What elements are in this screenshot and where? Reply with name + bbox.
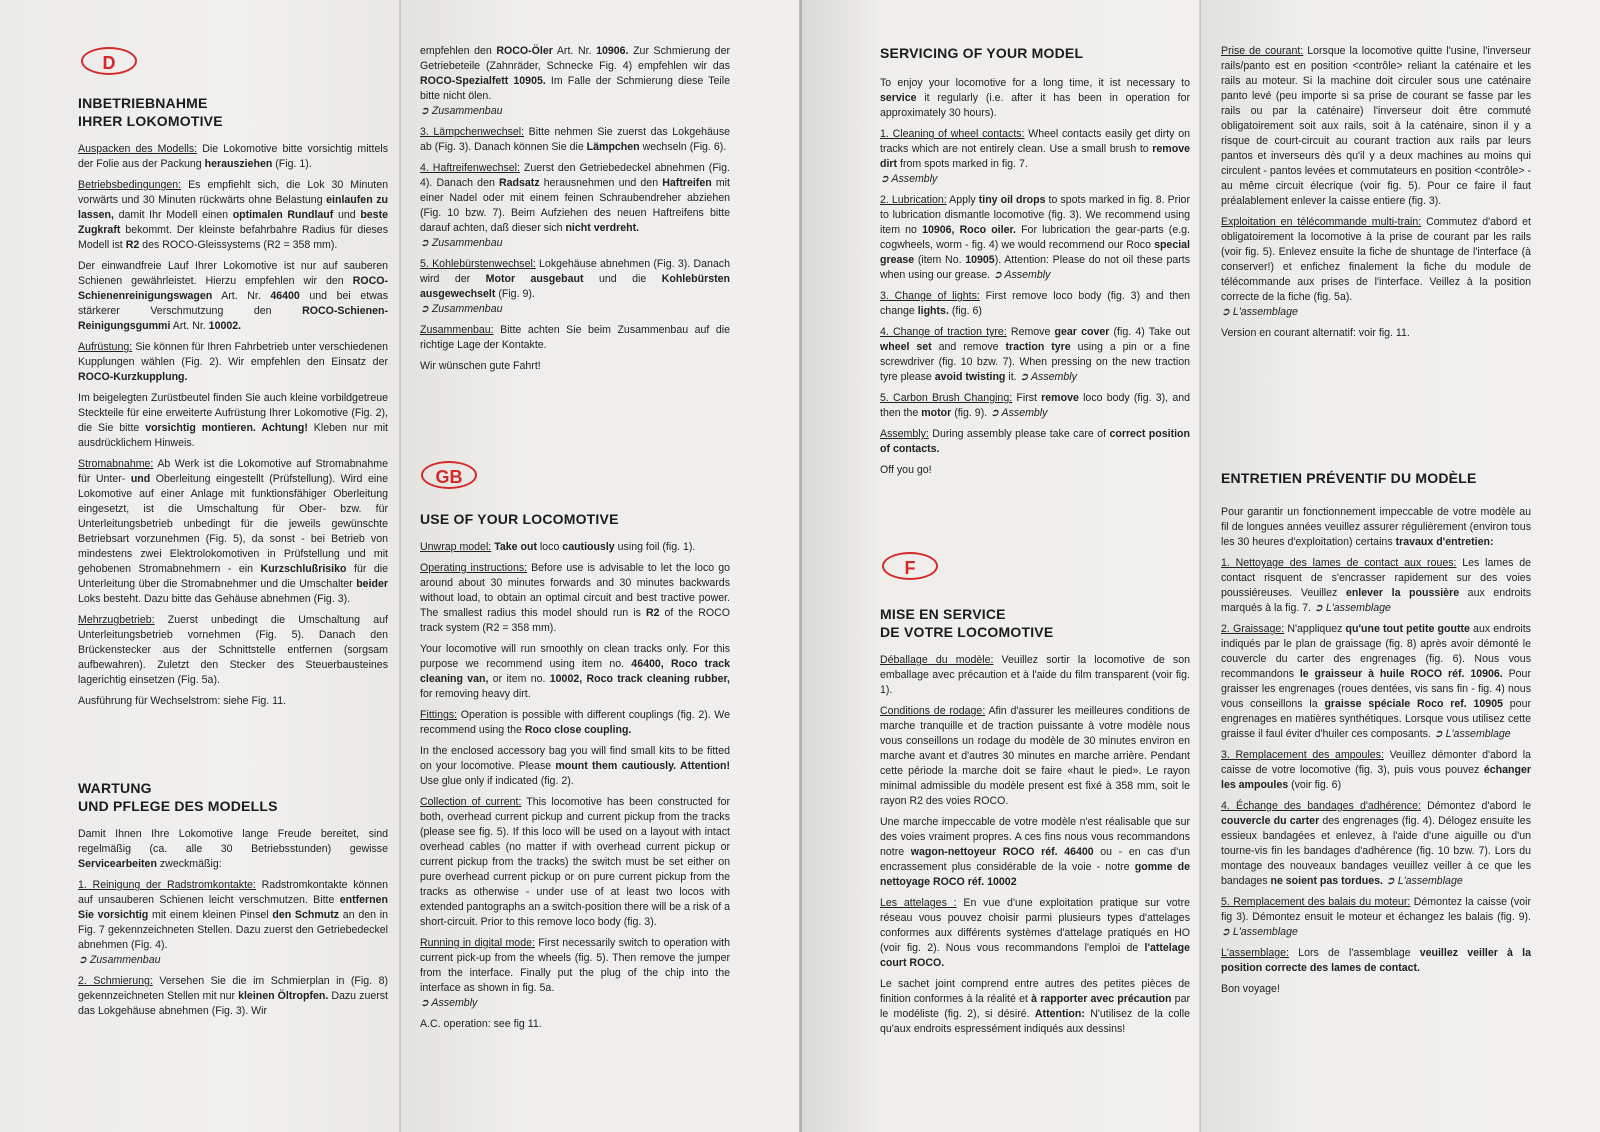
paragraph: Off you go!: [880, 464, 932, 476]
paragraph: 1. Nettoyage des lames de contact aux roues: Les lames de contact risquent de s'encrasser rapidement sur des voies poussiéreuses. Veuillez enlever la poussière aux endroits marqués à la fig. 7. ➲ L'assemblage: [1221, 557, 1532, 614]
paragraph: Stromabnahme: Ab Werk ist die Lokomotive auf Stromabnahme für Unter- und Oberleitung eingestellt (Prüfstellung). Wird eine Lokomotive auf einer Anlage mit funktionsfähiger Oberleitung eingesetzt, ist die Umschaltung für Ober- bzw. für Unterleitungsbetrieb unbedingt für die jeweils gewünschte Betriebsart vorzunehmen (Fig. 5), da sonst - bei Betrieb von mindestens zwei Elektrolokomotiven in Prüfstellung und mit gehobenen Stromabnehmern - ein Kurzschlußrisiko für die Unterleitung über die Stromabnehmer und die Umschalter beider Loks besteht. Dazu bitte das Gehäuse abnehmen (Fig. 3).: [78, 458, 389, 605]
fold-line: [799, 0, 802, 1132]
paragraph: Les attelages : En vue d'une exploitation pratique sur votre réseau vous pouvez choisir parmi plusieurs types d'attelages conformes aux différents systèmes d'attelage pratiqués en HO (voir fig. 2). Nous vous recommandons l'emploi de l'attelage court ROCO.: [880, 897, 1190, 969]
paragraph: 4. Change of traction tyre: Remove gear cover (fig. 4) Take out wheel set and remove traction tyre using a pin or a fine screwdriver (fig. 10 bzw. 7). When pressing on the new traction tyre please avoid twisting it. ➲ Assembly: [880, 326, 1190, 383]
section-heading: DE VOTRE LOCOMOTIVE: [880, 624, 1054, 640]
paragraph: A.C. operation: see fig 11.: [420, 1018, 542, 1030]
assembly-reference: ➲ Zusammenbau: [420, 303, 503, 315]
paragraph: 5. Carbon Brush Changing: First remove loco body (fig. 3), and then the motor (fig. 9). ➲ Assembly: [880, 392, 1190, 419]
assembly-reference: ➲ Assembly: [990, 407, 1048, 419]
section-heading: ENTRETIEN PRÉVENTIF DU MODÈLE: [1221, 470, 1477, 486]
paragraph: Ausführung für Wechselstrom: siehe Fig. 11.: [78, 695, 287, 707]
gb-column-1: [420, 510, 730, 1038]
paragraph: Assembly: During assembly please take care of correct position of contacts.: [880, 428, 1190, 455]
paragraph: 1. Cleaning of wheel contacts: Wheel contacts easily get dirty on tracks which are not entirely clean. Use a small brush to remove dirt from spots marked in fig. 7. ➲ Assembly: [880, 128, 1190, 185]
paragraph: Conditions de rodage: Afin d'assurer les meilleures conditions de marche tranquille et de traction puissante à votre modèle nous vous conseillons un rodage du modèle de 30 minutes environ en marche avant et d'autres 30 minutes en marche arrière. Pendant cette période la marche doit se faire «haut le pied». Le rayon minimal admissible du modèle present est fixé à 358 mm, soit le rayon R2 des voies ROCO.: [880, 705, 1190, 807]
assembly-reference: ➲ Zusammenbau: [78, 954, 161, 966]
de-column-2: [420, 44, 730, 380]
assembly-reference: ➲ Assembly: [880, 173, 938, 185]
paragraph: Fittings: Operation is possible with different couplings (fig. 2). We recommend using the Roco close coupling.: [420, 709, 730, 736]
assembly-reference: ➲ Assembly: [420, 997, 478, 1009]
paragraph: 2. Lubrication: Apply tiny oil drops to spots marked in fig. 8. Prior to lubrication dismantle locomotive (fig. 3). We recommend using item no 10906, Roco oiler. For lubrication the gear-parts (e.g. cogwheels, worm - fig. 4) we would recommend our Roco special grease (item No. 10905). Attention: Please do not oil these parts when using our grease. ➲ Assembly: [880, 194, 1191, 281]
paragraph: In the enclosed accessory bag you will find small kits to be fitted on your locomotive. Please mount them cautiously. Attention! Use glue only if indicated (fig. 2).: [420, 745, 730, 787]
paragraph: Déballage du modèle: Veuillez sortir la locomotive de son emballage avec précaution et à l'aide du film transparent (voir fig. 1).: [880, 654, 1190, 696]
fr-column-2: [1221, 44, 1531, 1003]
paragraph: 5. Remplacement des balais du moteur: Démontez la caisse (voir fig 3). Démontez ensuit le moteur et échangez les balais (fig. 9). ➲ L'assemblage: [1221, 896, 1531, 938]
paragraph: Prise de courant: Lorsque la locomotive quitte l'usine, l'inverseur rails/panto est en position <contrôle> reliant la caténaire et les rails au moteur. Si la machine doit circuler sous une caténaire panto levé (peu importe si sa prise de courant se fasse par les rails ou par la caténaire) l'inverseur doit être commuté obligatoirement soit aux rails, soit à la caténaire, sinon il y a risque de court-circuit au courant traction aux rails par leurs pantos et inverseurs dès qu'il y a deux machines au moins qui circulent - pantos levées et commutateurs en position <contrôle> - au même circuit élecrique (voir fig. 5). Pour ce faire il faut préalablement enlever la caisse entiere (fig. 3).: [1221, 45, 1531, 207]
paragraph: Une marche impeccable de votre modèle n'est réalisable que sur des voies vraiment propres. A ces fins nous vous recommandons notre wagon-nettoyeur ROCO réf. 46400 ou - en cas d'un encrassement plus considérable de la voie - notre gomme de nettoyage ROCO réf. 10002: [880, 816, 1190, 888]
paragraph: Der einwandfreie Lauf Ihrer Lokomotive ist nur auf sauberen Schienen gewährleistet. Hierzu empfehlen wir den ROCO-Schienenreinigungswagen Art. Nr. 46400 und bei etwas stärkerer Verschmutzung den ROCO-Schienen-Reinigungsgummi Art. Nr. 10002.: [78, 260, 388, 332]
section-heading: INBETRIEBNAHME: [78, 95, 208, 111]
paragraph: Pour garantir un fonctionnement impeccable de votre modèle au fil de longues années veuillez assurer régulièrement (environ tous les 30 heures d'exploitation) certains travaux d'entretien:: [1221, 506, 1531, 548]
gb-column-2: [880, 44, 1190, 484]
paragraph: Collection of current: This locomotive has been constructed for both, overhead current pickup and current pickup from the tracks (please see fig. 5). If this loco will be used on a layout with intact overhead cables (no matter if with overhead current pickup or current pickup from the tracks) the switch must be set either on pure overhead current pickup or on pure current pickup from the tracks as otherwise - under use of at least two locos with extended pantographs an a switch-position there will be a risk of a short-circuit. Prior to this remove loco body (fig. 3).: [420, 796, 730, 928]
paragraph: 2. Graissage: N'appliquez qu'une tout petite goutte aux endroits indiqués par le plan de graissage (fig. 8) après avoir démonté le couvercle du carter des engrenages (fig. 6). Nous vous recommandons le graisseur à huile ROCO réf. 10906. Pour graisser les engrenages (roues dentées, vis sans fin - fig. 4) nous vous conseillons la graisse spéciale Roco ref. 10905 pour engrenages en matières synthétiques. Lorsque vous utilisez cette graisse il faul éviter d'huiler ces composants. ➲ L'assemblage: [1221, 623, 1531, 740]
fold-line: [1199, 0, 1201, 1132]
assembly-reference: ➲ Assembly: [993, 269, 1051, 281]
assembly-reference: ➲ L'assemblage: [1385, 875, 1463, 887]
paragraph: Zusammenbau: Bitte achten Sie beim Zusammenbau auf die richtige Lage der Kontakte.: [420, 324, 730, 351]
paragraph: empfehlen den ROCO-Öler Art. Nr. 10906. Zur Schmierung der Getriebeteile (Zahnräder, Schnecke Fig. 4) empfehlen wir das ROCO-Spezialfett 10905. Im Falle der Schmierung diese Teile bitte nicht ölen. ➲ Zusammenbau: [420, 45, 730, 117]
paragraph: 5. Kohlebürstenwechsel: Lokgehäuse abnehmen (Fig. 3). Danach wird der Motor ausgebaut und die Kohlebürsten ausgewechselt (Fig. 9). ➲ Zusammenbau: [420, 258, 730, 315]
assembly-reference: ➲ Zusammenbau: [420, 105, 503, 117]
assembly-reference: ➲ L'assemblage: [1221, 306, 1298, 318]
paragraph: To enjoy your locomotive for a long time, it ist necessary to service it regularly (i.e. after it has been in operation for approximately 30 hours).: [880, 77, 1190, 119]
assembly-reference: ➲ L'assemblage: [1314, 602, 1391, 614]
paragraph: Unwrap model: Take out loco cautiously using foil (fig. 1).: [420, 541, 696, 553]
fr-column-1: [880, 605, 1190, 1043]
paragraph: 4. Haftreifenwechsel: Zuerst den Getriebedeckel abnehmen (Fig. 4). Danach den Radsatz herausnehmen und den Haftreifen mit einer Nadel oder mit einem feinen Schraubendreher abziehen (Fig. 10 bzw. 7). Beim Aufziehen des neuen Haftreifens bitte darauf achten, daß dieser sich nicht verdreht. ➲ Zusammenbau: [420, 162, 730, 249]
de-column-1: [78, 94, 388, 1025]
language-badge-f: F: [882, 552, 938, 580]
language-badge-gb: GB: [421, 461, 477, 489]
paragraph: Auspacken des Modells: Die Lokomotive bitte vorsichtig mittels der Folie aus der Packung herausziehen (Fig. 1).: [78, 143, 388, 170]
paragraph: Bon voyage!: [1221, 983, 1280, 995]
assembly-reference: ➲ Assembly: [1019, 371, 1077, 383]
paragraph: Le sachet joint comprend entre autres des petites pièces de finition conformes à la réalité et à rapporter avec précaution par le modéliste (fig. 2), si désiré. Attention: N'utilisez de la colle qu'aux endroits espressément indiqués aux dessins!: [880, 978, 1190, 1035]
paragraph: L'assemblage: Lors de l'assemblage veuillez veiller à la position correcte des lames de contact.: [1221, 947, 1531, 974]
section-heading: MISE EN SERVICE: [880, 606, 1006, 622]
paragraph: Your locomotive will run smoothly on clean tracks only. For this purpose we recommend using item no. 46400, Roco track cleaning van, or item no. 10002, Roco track cleaning rubber, for removing heavy dirt.: [420, 643, 730, 700]
assembly-reference: ➲ L'assemblage: [1433, 728, 1511, 740]
assembly-reference: ➲ Zusammenbau: [420, 237, 503, 249]
paragraph: Exploitation en télécommande multi-train: Commutez d'abord et obligatoirement la locomotive à la prise de courant par les rails (voir fig. 5). Enlevez ensuite la fiche de shuntage de l'interface (à conserver!) et enfichez finalement la fiche du module de télécommande aux prises de l'interface. Veillez à la position correcte de la fiche (fig. 5a). ➲ L'assemblage: [1221, 216, 1531, 318]
paragraph: Version en courant alternatif: voir fig. 11.: [1221, 327, 1410, 339]
section-heading: UND PFLEGE DES MODELLS: [78, 798, 278, 814]
paragraph: Im beigelegten Zurüstbeutel finden Sie auch kleine vorbildgetreue Steckteile für eine erweiterte Aufrüstung Ihrer Lokomotive (Fig. 2), die Sie bitte vorsichtig montieren. Achtung! Kleben nur mit ausdrücklichem Hinweis.: [78, 392, 389, 449]
paragraph: 3. Lämpchenwechsel: Bitte nehmen Sie zuerst das Lokgehäuse ab (Fig. 3). Danach können Sie die Lämpchen wechseln (Fig. 6).: [420, 126, 731, 153]
paragraph: Running in digital mode: First necessarily switch to operation with current pick-up from the wheels (fig. 5). Then remove the jumper from the interface. Finally put the plug of the chip into the interface as shown in fig. 5a. ➲ Assembly: [420, 937, 730, 1009]
paragraph: 1. Reinigung der Radstromkontakte: Radstromkontakte können auf unsauberen Schienen leicht verschmutzen. Bitte entfernen Sie vorsichtig mit einem kleinen Pinsel den Schmutz an den in Fig. 7 gekennzeichneten Stellen. Dazu zuerst den Getriebedeckel abnehmen (Fig. 4). ➲ Zusammenbau: [78, 879, 389, 966]
paragraph: Wir wünschen gute Fahrt!: [420, 360, 541, 372]
paragraph: 4. Échange des bandages d'adhérence: Démontez d'abord le couvercle du carter des engrenages (fig. 4). Délogez ensuite les essieux bandagées et enlevez, à l'aide d'une aiguille ou d'un tourne-vis fin les bandages d'adhérence (fig. 10 bzw. 7). Lors du montage des nouveaux bandages veuillez veiller à ce que les bandages ne soient pas tordues. ➲ L'assemblage: [1221, 800, 1531, 887]
paragraph: Betriebsbedingungen: Es empfiehlt sich, die Lok 30 Minuten vorwärts und 30 Minuten rückwärts ohne Belastung einlaufen zu lassen, damit Ihr Modell einen optimalen Rundlauf und beste Zugkraft bekommt. Der kleinste befahrbahre Radius für dieses Modell ist R2 des ROCO-Gleissystems (R2 = 358 mm).: [78, 179, 388, 251]
paragraph: Mehrzugbetrieb: Zuerst unbedingt die Umschaltung auf Unterleitungsbetrieb vornehmen (Fig. 5). Danach den Brückenstecker aus der Schnittstelle entfernen (sorgsam aufbewahren). Zuletzt den Stecker des Steuerbausteines lagerichtig einsetzen (Fig. 5a).: [78, 614, 388, 686]
fold-line: [399, 0, 401, 1132]
paragraph: 3. Remplacement des ampoules: Veuillez démonter d'abord la caisse de votre locomotive (fig. 3), puis vous pouvez échanger les ampoules (voir fig. 6): [1221, 749, 1531, 791]
paragraph: 3. Change of lights: First remove loco body (fig. 3) and then change lights. (fig. 6): [880, 290, 1190, 317]
section-heading: SERVICING OF YOUR MODEL: [880, 45, 1084, 61]
paragraph: Aufrüstung: Sie können für Ihren Fahrbetrieb unter verschiedenen Kupplungen wählen (Fig. 2). Wir empfehlen den Einsatz der ROCO-Kurzkupplung.: [78, 341, 388, 383]
section-heading: USE OF YOUR LOCOMOTIVE: [420, 511, 619, 527]
paragraph: Operating instructions: Before use is advisable to let the loco go around about 30 minutes forwards and 30 minutes backwards without load, to obtain an optimal circuit and best tractive power. The smallest radius this model should run is R2 of the ROCO track system (R2 = 358 mm).: [420, 562, 730, 634]
paragraph: 2. Schmierung: Versehen Sie die im Schmierplan in (Fig. 8) gekennzeichneten Stellen mit nur kleinen Öltropfen. Dazu zuerst das Lokgehäuse abnehmen (Fig. 3). Wir: [78, 975, 389, 1017]
section-heading: IHRER LOKOMOTIVE: [78, 113, 223, 129]
section-heading: WARTUNG: [78, 780, 152, 796]
language-badge-de: D: [81, 47, 137, 75]
assembly-reference: ➲ L'assemblage: [1221, 926, 1298, 938]
paragraph: Damit Ihnen Ihre Lokomotive lange Freude bereitet, sind regelmäßig (ca. alle 30 Betriebsstunden) gewisse Servicearbeiten zweckmäßig:: [78, 828, 388, 870]
